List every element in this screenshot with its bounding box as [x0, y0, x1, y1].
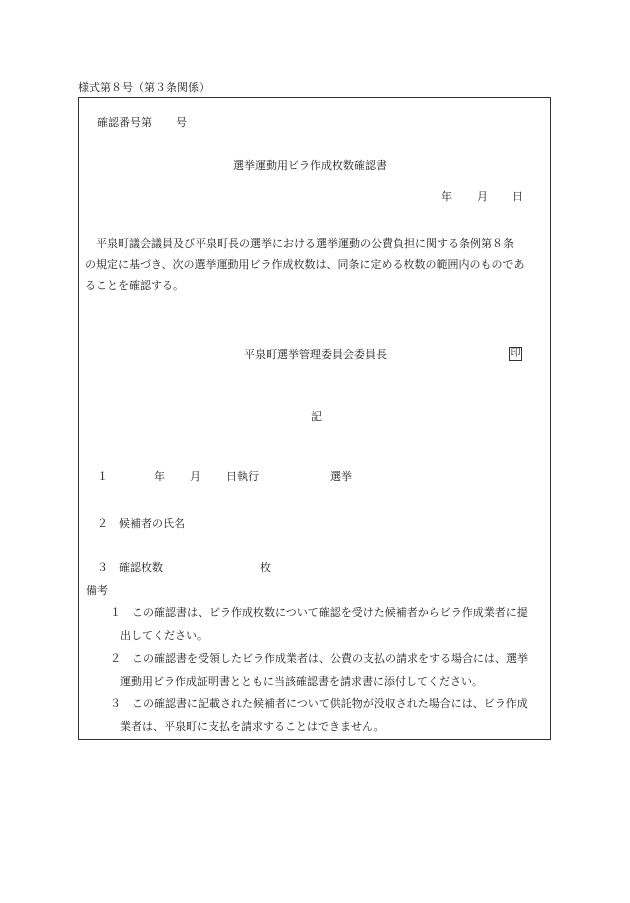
- remark-2-line: 運動用ビラ作成証明書とともに当該確認書を請求書に添付してください。: [120, 675, 483, 688]
- item-2-label: 候補者の氏名: [119, 517, 185, 530]
- remark-1-number: １: [110, 606, 121, 619]
- body-line: の規定に基づき、次の選挙運動用ビラ作成枚数は、同条に定める枚数の範囲内のものであ: [85, 258, 525, 271]
- seal-mark: 印: [510, 348, 521, 359]
- confirmation-number-suffix: 号: [176, 116, 187, 129]
- remark-3-line: この確認書に記載された候補者について供託物が没収された場合には、ビラ作成: [132, 697, 528, 710]
- remark-3-number: ３: [110, 697, 121, 710]
- date-year: 年: [441, 190, 452, 203]
- body-line: 平泉町議会議員及び平泉町長の選挙における選挙運動の公費負担に関する条例第８条: [96, 237, 514, 250]
- confirmation-number-label: 確認番号第: [97, 116, 152, 129]
- signatory: 平泉町選挙管理委員会委員長: [244, 348, 387, 361]
- item-1-election: 選挙: [330, 470, 352, 483]
- form-number: 様式第８号（第３条関係）: [78, 81, 210, 94]
- remarks-heading: 備考: [86, 584, 108, 597]
- date-month: 月: [477, 190, 488, 203]
- body-line: ることを確認する。: [85, 279, 184, 292]
- remark-1-line: 出してください。: [120, 629, 208, 642]
- item-2-number: ２: [97, 517, 108, 530]
- remark-3-line: 業者は、平泉町に支払を請求することはできません。: [120, 720, 385, 733]
- date-day: 日: [512, 190, 523, 203]
- remark-2-number: ２: [110, 652, 121, 665]
- item-3-unit: 枚: [260, 561, 271, 574]
- item-1-year: 年: [154, 470, 165, 483]
- item-1-month: 月: [190, 470, 201, 483]
- remark-1-line: この確認書は、ビラ作成枚数について確認を受けた候補者からビラ作成業者に提: [132, 606, 528, 619]
- item-3-label: 確認枚数: [119, 561, 163, 574]
- item-1-number: １: [97, 470, 108, 483]
- document-title: 選挙運動用ビラ作成枚数確認書: [233, 159, 387, 172]
- item-1-day-executed: 日執行: [226, 470, 259, 483]
- notation-ki: 記: [311, 410, 322, 423]
- remark-2-line: この確認書を受領したビラ作成業者は、公費の支払の請求をする場合には、選挙: [132, 652, 528, 665]
- item-3-number: ３: [97, 561, 108, 574]
- body-paragraph: [85, 233, 545, 296]
